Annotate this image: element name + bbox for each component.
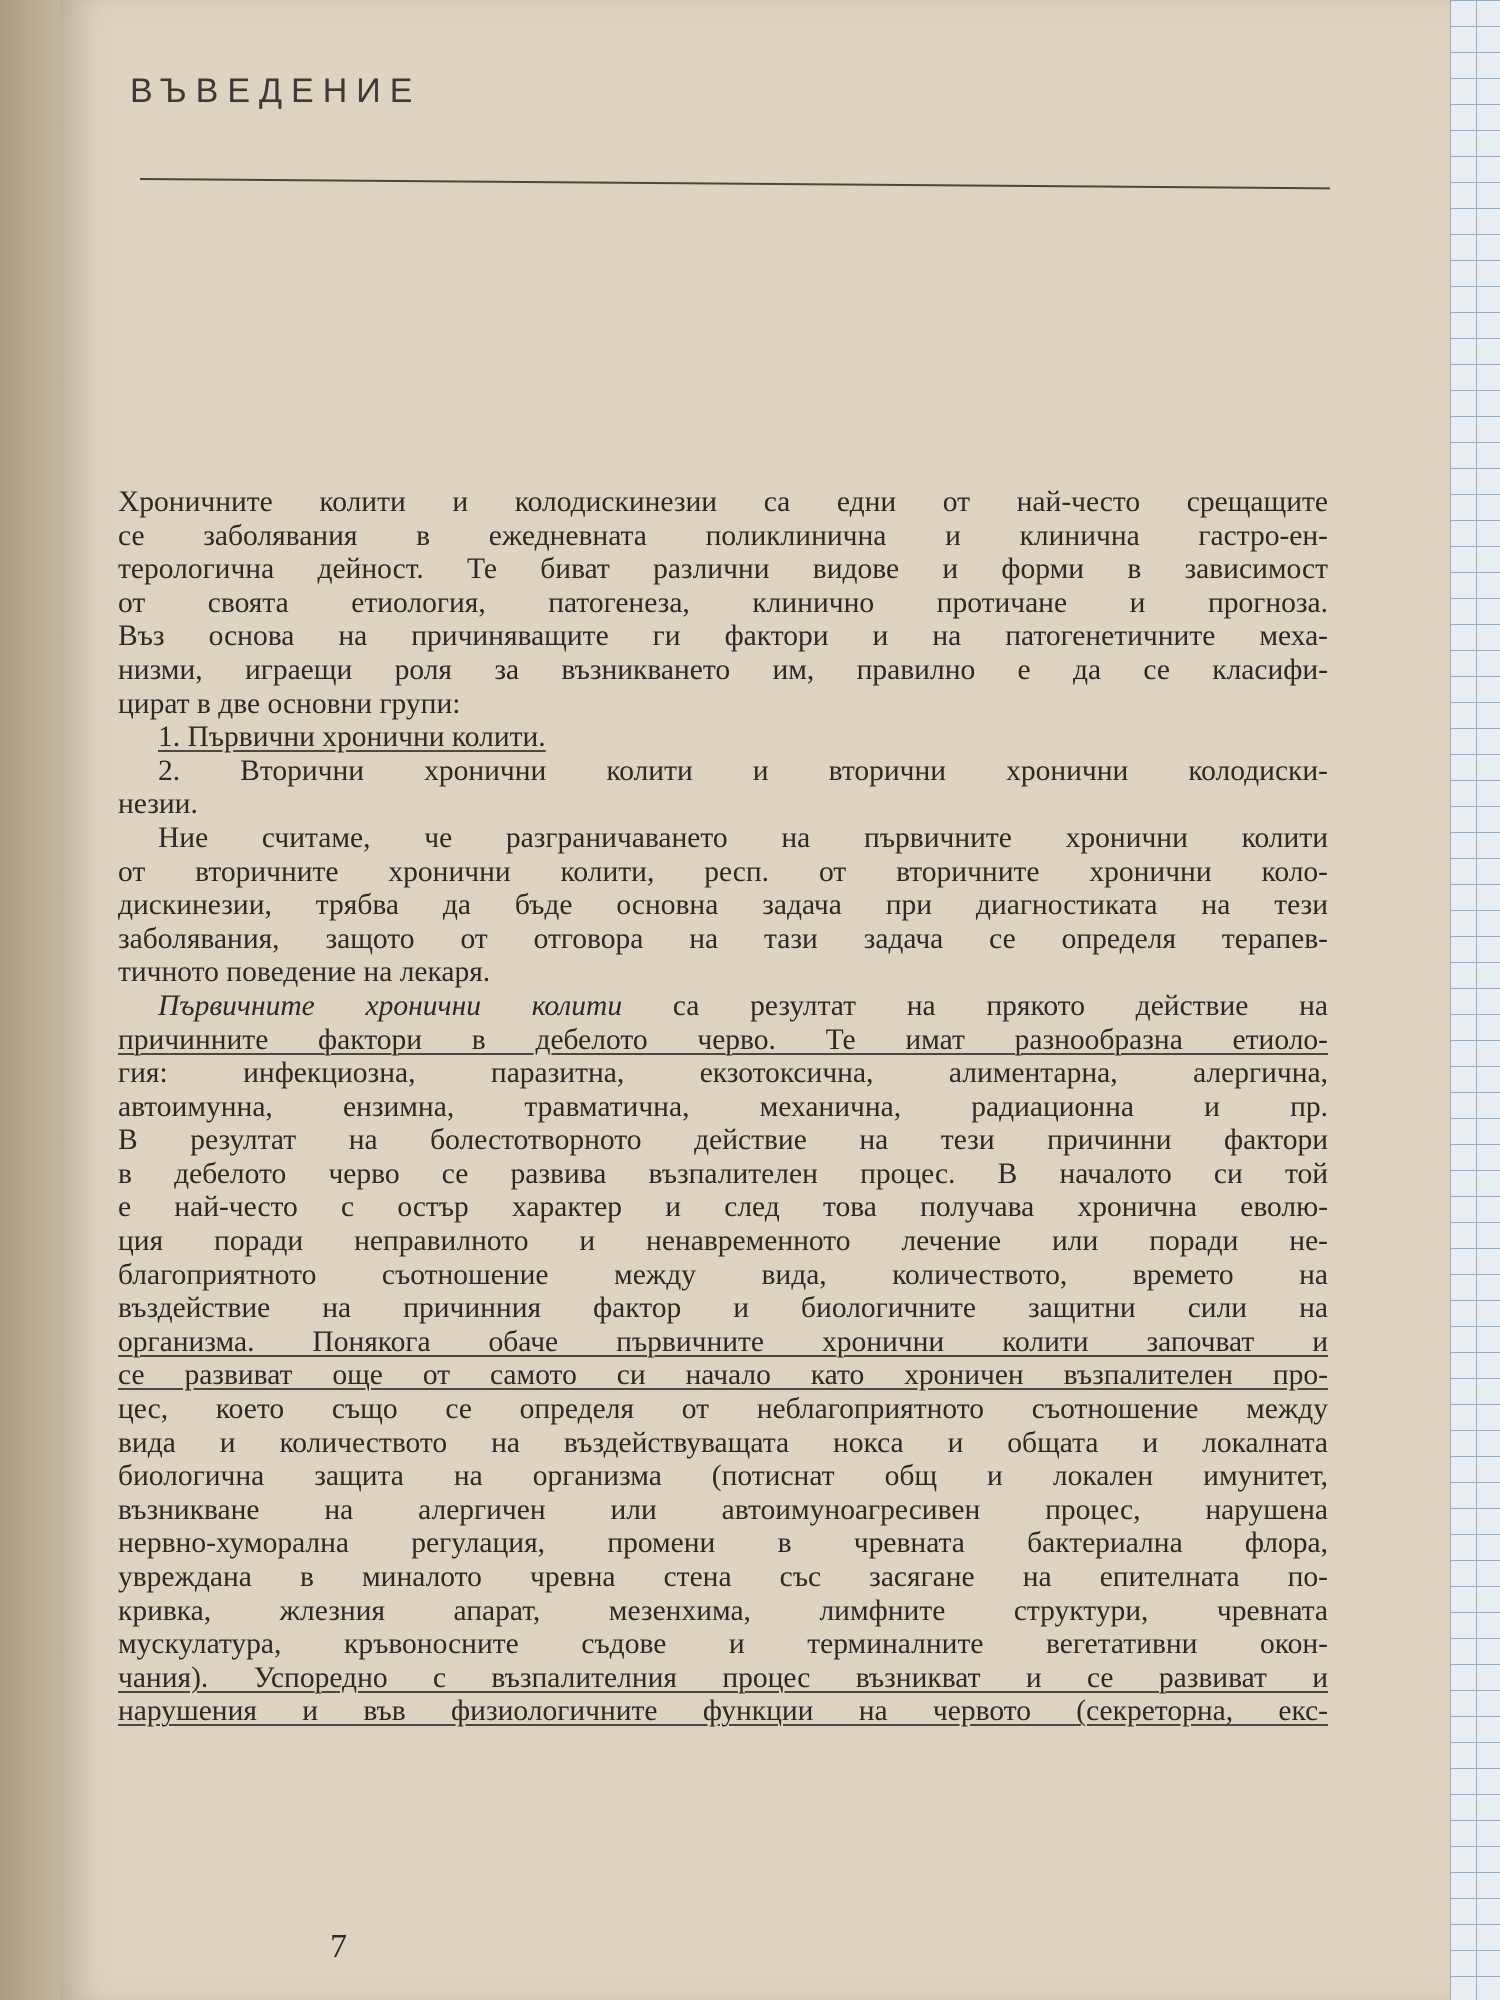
- text-line: нервно-хуморална регулация, промени в чревната бактериална флора,: [118, 1527, 1328, 1560]
- list-item: 1. Първични хронични колити.: [158, 721, 546, 754]
- text-line: биологична защита на организма (потиснат общ и локален имунитет,: [118, 1460, 1328, 1493]
- text-line: нарушения и във физиологичните функции на червото (секреторна, екс-: [118, 1695, 1328, 1728]
- italic-term: Първичните хронични колити: [158, 989, 623, 1022]
- text-line: увреждана в миналото чревна стена със засягане на епителната по-: [118, 1561, 1328, 1593]
- text-line: Въз основа на причиняващите ги фактори и на патогенетичните меха-: [118, 620, 1328, 653]
- text-line: цес, което също се определя от неблагоприятното съотношение между: [118, 1393, 1328, 1426]
- text-line: от вторичните хронични колити, респ. от вторичните хронични коло-: [118, 855, 1328, 888]
- text-line: мускулатура, кръвоносните съдове и терминалните вегетативни окон-: [118, 1628, 1328, 1661]
- body-text: [118, 486, 1328, 1729]
- text-line: благоприятното съотношение между вида, количеството, времето на: [118, 1258, 1328, 1291]
- list-item: 2. Вторични хронични колити и вторични хронични колодиски-: [158, 754, 1328, 787]
- page-number: 7: [330, 1928, 347, 1965]
- text-line: вида и количеството на въздействуващата нокса и общата и локалната: [118, 1426, 1328, 1459]
- text-line: тичното поведение на лекаря.: [118, 956, 491, 989]
- chapter-title: ВЪВЕДЕНИЕ: [130, 72, 422, 110]
- text-line: гия: инфекциозна, паразитна, екзотоксична, алиментарна, алергична,: [118, 1057, 1328, 1090]
- text-line: се заболявания в ежедневната поликлинична и клинична гастро-ен-: [118, 519, 1328, 552]
- text-line: незии.: [118, 788, 198, 821]
- text-line: чания). Успоредно с възпалителния процес възникват и се развиват и: [118, 1661, 1328, 1694]
- text-fragment: са резултат на прякото действие на: [622, 989, 1328, 1022]
- text-line: причинните фактори в дебелото черво. Те имат разнообразна етиоло-: [118, 1023, 1328, 1056]
- text-line: Хроничните колити и колодискинезии са едни от най-често срещащите: [118, 486, 1328, 518]
- book-spine-shadow: [0, 0, 60, 2000]
- text-line: дискинезии, трябва да бъде основна задача при диагностиката на тези: [118, 889, 1328, 922]
- text-line: от своята етиология, патогенеза, клинично протичане и прогноза.: [118, 586, 1328, 619]
- text-line: В резултат на болестотворното действие на тези причинни фактори: [118, 1124, 1328, 1157]
- text-line: Ние считаме, че разграничаването на първичните хронични колити: [158, 821, 1328, 854]
- text-line: низми, играещи роля за възникването им, правилно е да се класифи-: [118, 653, 1328, 686]
- text-line: се развиват още от самото си начало като хроничен възпалителен про-: [118, 1359, 1328, 1392]
- text-line: автоимунна, ензимна, травматична, механична, радиационна и пр.: [118, 1090, 1328, 1123]
- text-line: [118, 990, 1328, 1024]
- text-line: възникване на алергичен или автоимуноагресивен процес, нарушена: [118, 1493, 1328, 1526]
- text-line: цират в две основни групи:: [118, 687, 461, 720]
- text-line: е най-често с остър характер и след това получава хронична еволю-: [118, 1191, 1328, 1224]
- text-line: организма. Понякога обаче първичните хронични колити започват и: [118, 1325, 1328, 1358]
- text-line: ция поради неправилното и ненавременното лечение или поради не-: [118, 1225, 1328, 1258]
- grid-paper-edge: [1450, 0, 1500, 2000]
- text-line: в дебелото черво се развива възпалителен процес. В началото си той: [118, 1157, 1328, 1190]
- text-line: заболявания, защото от отговора на тази задача се определя терапев-: [118, 922, 1328, 955]
- text-line: кривка, жлезния апарат, мезенхима, лимфните структури, чревната: [118, 1594, 1328, 1627]
- text-line: въздействие на причинния фактор и биологичните защитни сили на: [118, 1292, 1328, 1325]
- text-line: терологична дейност. Те биват различни видове и форми в зависимост: [118, 553, 1328, 586]
